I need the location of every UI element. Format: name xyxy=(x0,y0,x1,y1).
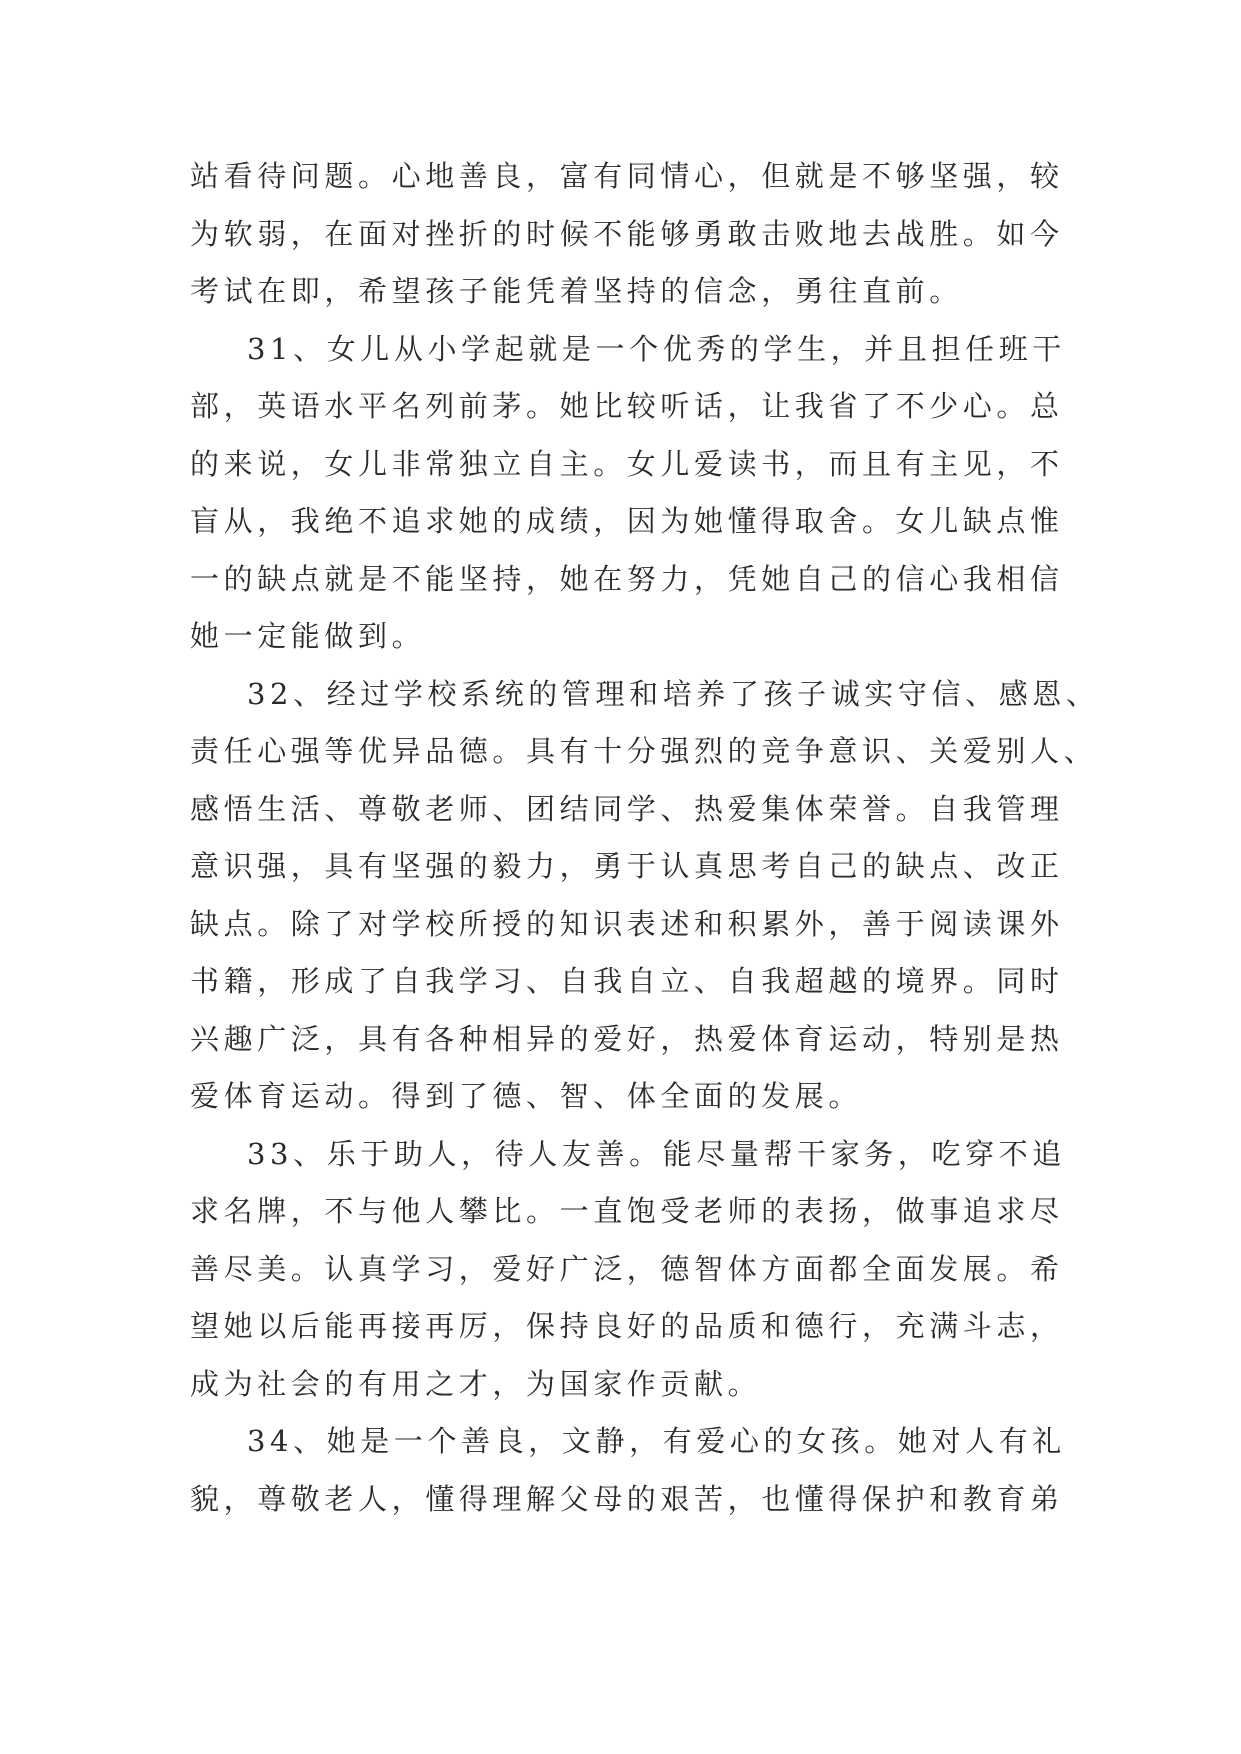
text-line: 一的缺点就是不能坚持，她在努力，凭她自己的信心我相信 xyxy=(190,561,1064,596)
text-line: 责任心强等优异品德。具有十分强烈的竞争意识、关爱别人、 xyxy=(190,734,1098,768)
paragraph-start-line: 31、女儿从小学起就是一个优秀的学生，并且担任班干 xyxy=(247,331,1066,366)
text-line: 貌，尊敬老人，懂得理解父母的艰苦，也懂得保护和教育弟 xyxy=(190,1481,1064,1516)
text-line: 她一定能做到。 xyxy=(190,619,426,653)
paragraph-start-line: 33、乐于助人，待人友善。能尽量帮干家务，吃穿不追 xyxy=(247,1136,1066,1171)
paragraph-start-line: 32、经过学校系统的管理和培养了孩子诚实守信、感恩、 xyxy=(247,676,1100,711)
text-line: 的来说，女儿非常独立自主。女儿爱读书，而且有主见，不 xyxy=(190,446,1064,481)
text-line: 缺点。除了对学校所授的知识表述和积累外，善于阅读课外 xyxy=(190,906,1064,941)
text-line: 感悟生活、尊敬老师、团结同学、热爱集体荣誉。自我管理 xyxy=(190,791,1064,826)
document-body xyxy=(190,148,1100,1528)
text-line: 书籍，形成了自我学习、自我自立、自我超越的境界。同时 xyxy=(190,964,1064,998)
text-line: 求名牌，不与他人攀比。一直饱受老师的表扬，做事追求尽 xyxy=(190,1194,1064,1228)
paragraph-start-line: 34、她是一个善良，文静，有爱心的女孩。她对人有礼 xyxy=(247,1424,1066,1458)
text-line: 兴趣广泛，具有各种相异的爱好，热爱体育运动，特别是热 xyxy=(190,1021,1064,1056)
text-line: 为软弱，在面对挫折的时候不能够勇敢击败地去战胜。如今 xyxy=(190,216,1064,251)
text-line: 意识强，具有坚强的毅力，勇于认真思考自己的缺点、改正 xyxy=(190,849,1064,883)
text-line: 站看待问题。心地善良，富有同情心，但就是不够坚强，较 xyxy=(190,159,1064,193)
text-line: 部，英语水平名列前茅。她比较听话，让我省了不少心。总 xyxy=(190,389,1064,423)
text-line: 盲从，我绝不追求她的成绩，因为她懂得取舍。女儿缺点惟 xyxy=(190,504,1064,538)
text-line: 望她以后能再接再厉，保持良好的品质和德行，充满斗志， xyxy=(190,1309,1064,1343)
text-line: 考试在即，希望孩子能凭着坚持的信念，勇往直前。 xyxy=(190,274,963,308)
text-line: 成为社会的有用之才，为国家作贡献。 xyxy=(190,1366,762,1401)
text-line: 爱体育运动。得到了德、智、体全面的发展。 xyxy=(190,1079,863,1113)
text-line: 善尽美。认真学习，爱好广泛，德智体方面都全面发展。希 xyxy=(190,1251,1064,1286)
